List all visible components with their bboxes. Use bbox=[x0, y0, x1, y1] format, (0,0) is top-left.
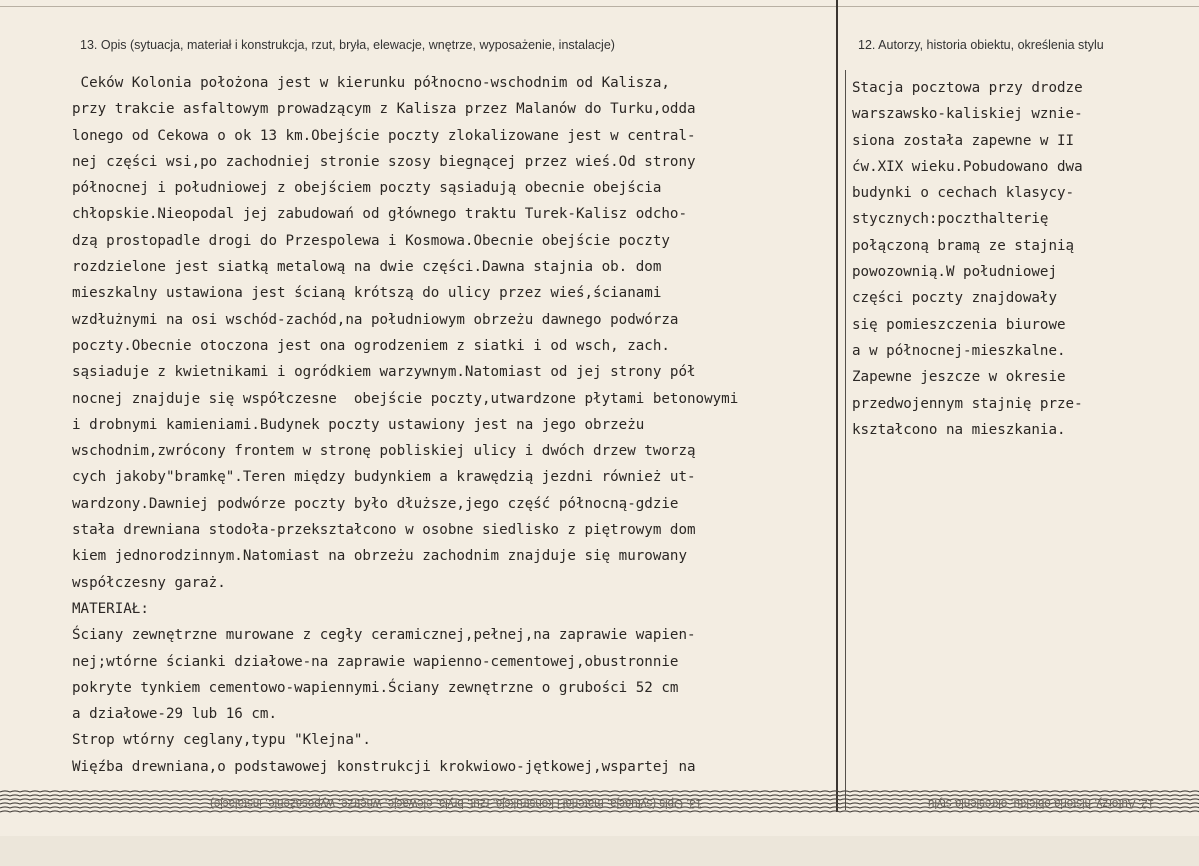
description-line: MATERIAŁ: bbox=[72, 600, 149, 617]
description-line: północnej i południowej z obejściem poczty sąsiadują obecnie obejścia bbox=[72, 180, 662, 197]
description-line: i drobnymi kamieniami.Budynek poczty ustawiony jest na jego obrzeżu bbox=[72, 416, 645, 433]
description-line: kiem jednorodzinnym.Natomiast na obrzeżu zachodnim znajduje się murowany bbox=[72, 548, 687, 565]
description-line: przy trakcie asfaltowym prowadzącym z Kalisza przez Malanów do Turku,odda bbox=[72, 101, 696, 118]
history-line: połączoną bramą ze stajnią bbox=[852, 237, 1075, 254]
description-line: Strop wtórny ceglany,typu "Klejna". bbox=[72, 732, 371, 749]
description-line: nocnej znajduje się współczesne obejście poczty,utwardzone płytami betonowymi bbox=[72, 390, 739, 407]
description-line: Ceków Kolonia położona jest w kierunku północno-wschodnim od Kalisza, bbox=[72, 75, 670, 91]
mirrored-section-12-header: 12. Autorzy, historia obiektu, określenia stylu bbox=[928, 797, 1155, 809]
history-line: Zapewne jeszcze w okresie bbox=[852, 369, 1066, 386]
description-line: wschodnim,zwrócony frontem w stronę pobliskiej ulicy i dwóch drzew tworzą bbox=[72, 443, 696, 460]
description-line: nej;wtórne ścianki działowe-na zaprawie wapienno-cementowej,obustronnie bbox=[72, 653, 679, 670]
mirrored-section-13-header: 13. Opis (sytuacja, materiał i konstrukcja, rzut, bryła, elewacje, wnętrze, wyposażenie, instalacje) bbox=[210, 797, 703, 809]
wave-line bbox=[0, 791, 1199, 792]
description-line: Ściany zewnętrzne murowane z cegły ceramicznej,pełnej,na zaprawie wapien- bbox=[72, 627, 696, 644]
top-rule bbox=[0, 6, 1199, 7]
description-line: mieszkalny ustawiona jest ścianą krótszą do ulicy przez wieś,ścianami bbox=[72, 285, 662, 302]
description-line: wardzony.Dawniej podwórze poczty było dłuższe,jego część północną-gdzie bbox=[72, 495, 679, 512]
history-line: przedwojennym stajnię prze- bbox=[852, 395, 1083, 412]
section-12-header: 12. Autorzy, historia obiektu, określenia stylu bbox=[858, 38, 1104, 52]
history-line: budynki o cechach klasycy- bbox=[852, 185, 1075, 202]
history-line: warszawsko-kaliskiej wznie- bbox=[852, 106, 1083, 123]
description-line: cych jakoby"bramkę".Teren między budynkiem a krawędzią jezdni również ut- bbox=[72, 469, 696, 486]
description-line: dzą prostopadle drogi do Przespolewa i Kosmowa.Obecnie obejście poczty bbox=[72, 232, 670, 249]
description-line: nej części wsi,po zachodniej stronie szosy biegnącej przez wieś.Od strony bbox=[72, 153, 696, 170]
history-line: ćw.XIX wieku.Pobudowano dwa bbox=[852, 158, 1083, 175]
description-line: a działowe-29 lub 16 cm. bbox=[72, 706, 277, 723]
wave-line bbox=[0, 795, 1199, 796]
history-line: się pomieszczenia biurowe bbox=[852, 316, 1066, 333]
section-13-header: 13. Opis (sytuacja, materiał i konstrukcja, rzut, bryła, elewacje, wnętrze, wyposażenie, instalacje) bbox=[80, 38, 615, 52]
description-line: współczesny garaż. bbox=[72, 574, 226, 591]
description-line: Więźba drewniana,o podstawowej konstrukcji krokwiowo-jętkowej,wspartej na bbox=[72, 758, 696, 775]
history-line: kształcono na mieszkania. bbox=[852, 421, 1066, 438]
wave-line bbox=[0, 811, 1199, 812]
history-text bbox=[852, 75, 1152, 443]
description-line: wzdłużnymi na osi wschód-zachód,na południowym obrzeżu dawnego podwórza bbox=[72, 311, 679, 328]
history-line: powozownią.W południowej bbox=[852, 264, 1057, 281]
page-bottom-edge bbox=[0, 836, 1199, 866]
description-line: stała drewniana stodoła-przekształcono w osobne siedlisko z piętrowym dom bbox=[72, 522, 696, 539]
description-line: pokryte tynkiem cementowo-wapiennymi.Ściany zewnętrzne o grubości 52 cm bbox=[72, 679, 679, 696]
history-line: części poczty znajdowały bbox=[852, 290, 1057, 307]
history-line: Stacja pocztowa przy drodze bbox=[852, 80, 1083, 96]
description-line: chłopskie.Nieopodal jej zabudowań od głównego traktu Turek-Kalisz odcho- bbox=[72, 206, 687, 223]
description-line: poczty.Obecnie otoczona jest ona ogrodzeniem z siatki i od wsch, zach. bbox=[72, 337, 670, 354]
description-line: rozdzielone jest siatką metalową na dwie części.Dawna stajnia ob. dom bbox=[72, 259, 662, 276]
column-divider bbox=[836, 0, 838, 812]
description-text bbox=[72, 70, 832, 780]
description-line: sąsiaduje z kwietnikami i ogródkiem warzywnym.Natomiast od jej strony pół bbox=[72, 364, 696, 381]
history-line: siona została zapewne w II bbox=[852, 132, 1075, 149]
history-line: stycznych:poczthalterię bbox=[852, 211, 1049, 228]
column-divider-thin bbox=[845, 70, 846, 810]
history-line: a w północnej-mieszkalne. bbox=[852, 342, 1066, 359]
description-line: lonego od Cekowa o ok 13 km.Obejście poczty zlokalizowane jest w central- bbox=[72, 127, 696, 144]
